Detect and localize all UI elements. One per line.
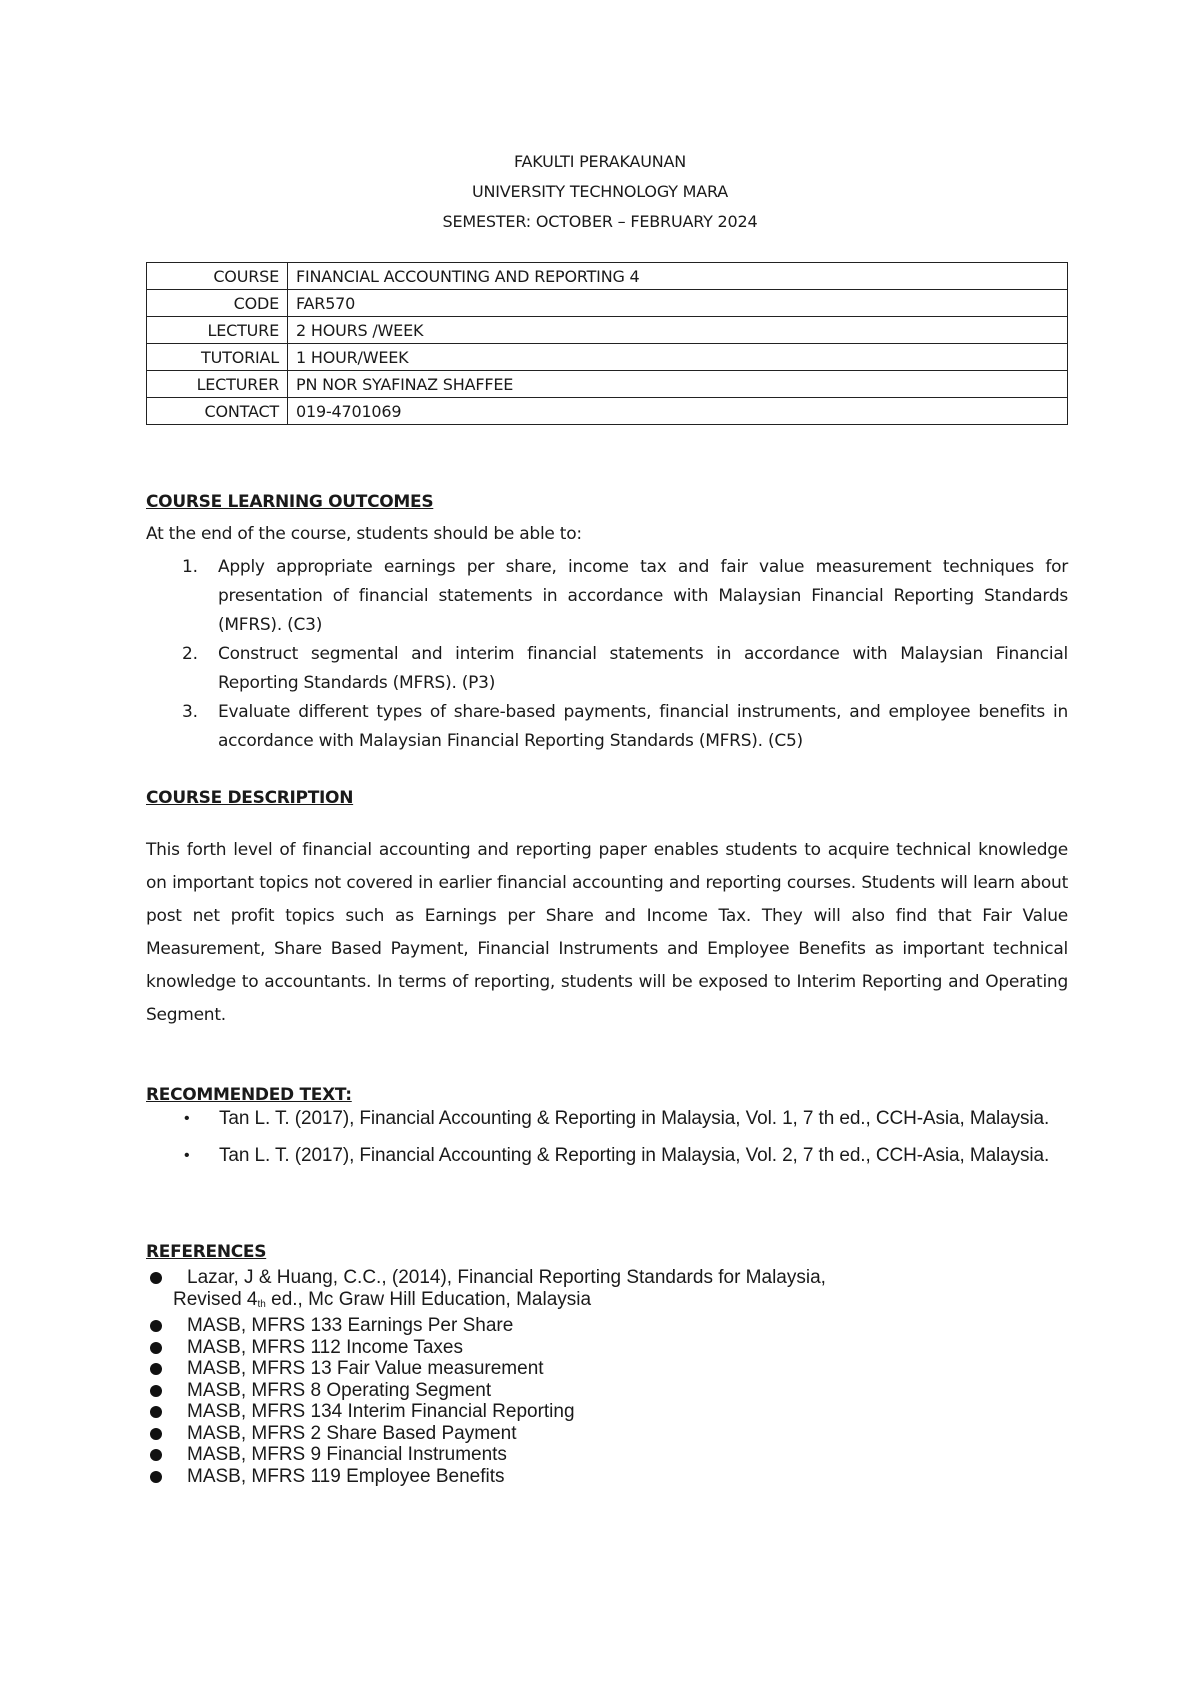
recommended-list [146,1110,1068,1184]
list-item [146,1423,1068,1445]
item-text: Tan L. T. (2017), Financial Accounting & Reporting in Malaysia, Vol. 1, 7 th ed., CCH-Asia, Malaysia. [219,1108,1050,1129]
row-label: COURSE [147,263,288,290]
outcomes-list [146,553,1068,756]
item-text: MASB, MFRS 133 Earnings Per Share [187,1315,514,1336]
row-label: CONTACT [147,398,288,425]
bullet-icon [150,1428,162,1440]
list-item [146,1147,1068,1164]
item-text: MASB, MFRS 9 Financial Instruments [187,1444,507,1465]
item-number: 1. [182,557,198,577]
description-text: This forth level of financial accounting and reporting paper enables students to acquire technical knowledge on important topics not covered in earlier financial accounting and reporting courses. Students will learn about post net profit topics such as Earnings per Share and Income Tax. They will also find that Fair Value Measurement, Share Based Payment, Financial Instruments and Employee Benefits as important technical knowledge to accountants. In terms of reporting, students will be exposed to Interim Reporting and Operating Segment. [146,840,1068,1025]
list-item [146,1110,1068,1127]
bullet-icon [150,1272,162,1284]
list-item [146,1358,1068,1380]
list-item [146,698,1068,756]
bullet-icon [150,1363,162,1375]
edition-superscript: th [257,1298,266,1310]
faculty-heading: FAKULTI PERAKAUNAN [513,152,687,171]
edition-text: Revised 4 [173,1288,258,1310]
bullet-icon [150,1342,162,1354]
bullet-icon [150,1320,162,1332]
recommended-title: RECOMMENDED TEXT: [146,1085,352,1105]
table-row [147,263,1068,290]
row-label: CODE [147,290,288,317]
bullet-icon [150,1406,162,1418]
list-item [146,1444,1068,1466]
list-item [146,1337,1068,1359]
description-title: COURSE DESCRIPTION [146,788,354,808]
item-text: MASB, MFRS 119 Employee Benefits [187,1465,505,1487]
row-value: FAR570 [288,290,1068,317]
references-list [146,1267,1068,1487]
item-text: MASB, MFRS 2 Share Based Payment [187,1422,517,1444]
item-text: Construct segmental and interim financial statements in accordance with Malaysian Financial Reporting Standards (MFRS). (P3) [218,644,1068,693]
item-text: MASB, MFRS 134 Interim Financial Reporting [187,1401,575,1422]
item-text: MASB, MFRS 112 Income Taxes [187,1336,463,1358]
references-title: REFERENCES [146,1242,267,1262]
item-number: 2. [182,644,198,664]
item-continuation [173,1289,1068,1316]
row-label: LECTURER [147,371,288,398]
outcomes-title: COURSE LEARNING OUTCOMES [146,492,434,512]
bullet-icon [150,1471,162,1483]
course-info-table [146,262,1068,425]
list-item [146,1401,1068,1423]
list-item [146,1267,1068,1315]
row-label: TUTORIAL [147,344,288,371]
row-value: FINANCIAL ACCOUNTING AND REPORTING 4 [288,263,1068,290]
item-text: MASB, MFRS 13 Fair Value measurement [187,1358,544,1379]
row-value: 2 HOURS /WEEK [288,317,1068,344]
semester-heading: SEMESTER: OCTOBER – FEBRUARY 2024 [442,212,758,231]
row-label: LECTURE [147,317,288,344]
bullet-icon: • [184,1110,190,1127]
outcomes-intro: At the end of the course, students should be able to: [146,524,582,544]
list-item [146,640,1068,698]
item-text: Tan L. T. (2017), Financial Accounting & Reporting in Malaysia, Vol. 2, 7 th ed., CCH-Asia, Malaysia. [219,1145,1050,1166]
university-heading: UNIVERSITY TECHNOLOGY MARA [471,182,729,201]
bullet-icon: • [184,1147,190,1164]
row-value: 019-4701069 [288,398,1068,425]
item-text: Evaluate different types of share-based payments, financial instruments, and employee benefits in accordance with Malaysian Financial Reporting Standards (MFRS). (C5) [218,702,1068,751]
list-item [146,1380,1068,1402]
row-value: 1 HOUR/WEEK [288,344,1068,371]
table-row [147,344,1068,371]
list-item [146,1466,1068,1488]
item-text: Apply appropriate earnings per share, income tax and fair value measurement techniques for presentation of financial statements in accordance with Malaysian Financial Reporting Standards (MFRS). (C3) [218,557,1068,635]
list-item [146,1315,1068,1337]
publisher-text: ed., Mc Graw Hill Education, Malaysia [265,1288,592,1310]
table-row [147,317,1068,344]
table-row [147,290,1068,317]
list-item [146,553,1068,640]
item-text: MASB, MFRS 8 Operating Segment [187,1379,492,1401]
table-row [147,398,1068,425]
item-text: Lazar, J & Huang, C.C., (2014), Financial Reporting Standards for Malaysia, [187,1267,826,1288]
table-row [147,371,1068,398]
bullet-icon [150,1449,162,1461]
item-number: 3. [182,702,198,722]
bullet-icon [150,1385,162,1397]
row-value: PN NOR SYAFINAZ SHAFFEE [288,371,1068,398]
